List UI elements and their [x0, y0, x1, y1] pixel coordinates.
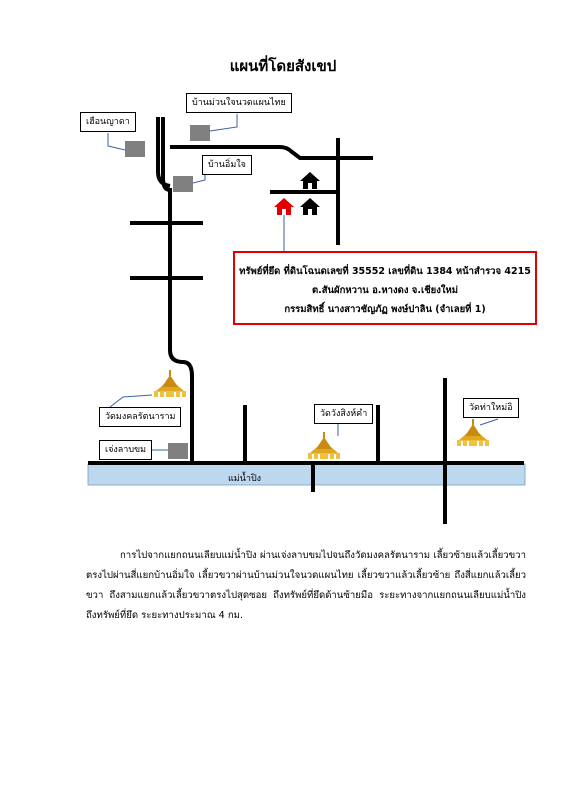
river — [88, 464, 525, 485]
building-icon — [190, 125, 210, 141]
label-wat-mongkol: วัดมงคลรัตนาราม — [99, 407, 181, 427]
directions-paragraph — [86, 546, 526, 626]
label-hueannyada: เฮือนญาดา — [80, 112, 136, 132]
callout-ban-muan — [210, 114, 237, 131]
building-icon — [168, 443, 188, 459]
label-ban-imjai: บ้านอิ่มใจ — [202, 155, 252, 175]
label-ban-muan: บ้านม่วนใจนวดแผนไทย — [186, 93, 292, 113]
temple-icon — [457, 419, 489, 446]
property-line-1: ทรัพย์ที่ยึด ที่ดินโฉนดเลขที่ 35552 เลขที่ดิน 1384 หน้าสำรวจ 4215 — [239, 266, 531, 277]
directions-text: การไปจากแยกถนนเลียบแม่น้ำปิง ผ่านเจ่งลาบขมไปจนถึงวัดมงคลรัตนาราม เลี้ยวซ้ายแล้วเลี้ยวขวา ตรงไปผ่านสี่แยกบ้านอิ่มใจ เลี้ยวขวาผ่านบ้านม่วนใจนวดแผนไทย เลี้ยวขวาแล้วเลี้ยวซ้าย ถึงสี่แยกแล้วเลี้ยวขวา ถึงสามแยกแล้วเลี้ยวขวาตรงไปสุดซอย ถึงทรัพย์ที่ยึดด้านซ้ายมือ ระยะทางจากแยกถนนเลียบแม่น้ำปิงถึงทรัพย์ที่ยึด ระยะทางประมาณ 4 กม. — [86, 550, 526, 621]
building-icon — [173, 176, 193, 192]
property-line-2: ต.สันผักหวาน อ.หางดง จ.เชียงใหม่ — [311, 285, 459, 296]
temple-icon — [308, 432, 340, 459]
house-icon — [300, 198, 320, 215]
label-jeng-laab: เจ่งลาบขม — [99, 440, 152, 460]
top-road — [170, 147, 338, 158]
property-line-3: กรรมสิทธิ์ นางสาวชัญภัฏ พงษ์ปาลิน (จำเลยที่ 1) — [284, 304, 486, 315]
callout-wat-tha-mai — [480, 419, 498, 425]
label-wat-tha-mai-i: วัดท่าใหม่อิ — [463, 398, 519, 418]
page-title: แผนที่โดยสังเขป — [229, 57, 337, 75]
callout-hueannyada — [108, 133, 125, 150]
callout-wat-mongkol — [110, 395, 152, 407]
property-box — [233, 251, 537, 325]
building-icon — [125, 141, 145, 157]
property-house-icon — [274, 198, 294, 215]
house-icon — [300, 172, 320, 189]
temple-icon — [154, 370, 186, 397]
label-wat-wang-sing: วัดวังสิงห์คำ — [314, 404, 373, 424]
river-label: แม่น้ำปิง — [228, 474, 262, 484]
